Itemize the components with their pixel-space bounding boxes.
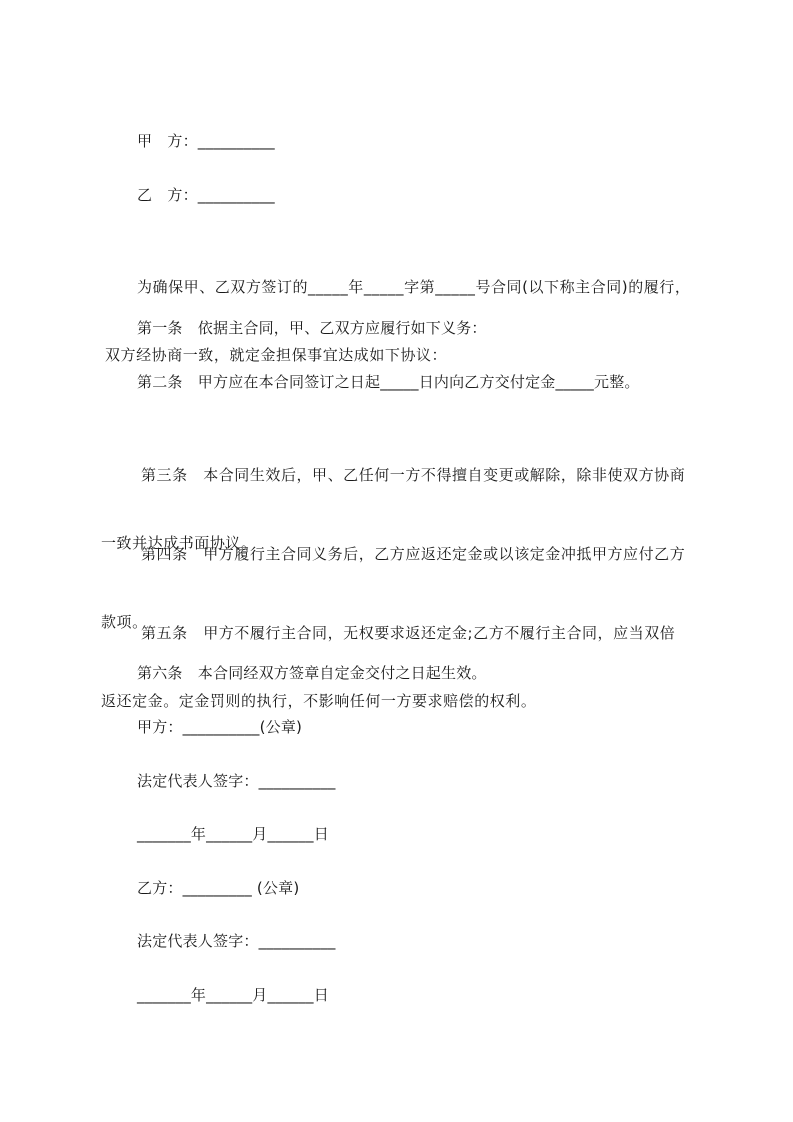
signature-b-rep: 法定代表人签字：__________ [137, 932, 336, 950]
article-3-line-1: 第三条 本合同生效后，甲、乙任何一方不得擅自变更或解除，除非使双方协商 [141, 466, 686, 484]
article-5-line-2: 返还定金。定金罚则的执行，不影响任何一方要求赔偿的权利。 [101, 692, 537, 710]
party-a-line: 甲 方：__________ [137, 132, 275, 150]
signature-a-rep: 法定代表人签字：__________ [137, 772, 336, 790]
signature-a-date: _______年______月______日 [137, 825, 329, 843]
signature-b-date: _______年______月______日 [137, 986, 329, 1004]
article-4-line-1: 第四条 甲方履行主合同义务后，乙方应返还定金或以该定金冲抵甲方应付乙方 [141, 545, 686, 563]
article-3-line-2: 一致并达成书面协议。 [101, 534, 257, 552]
signature-a-party: 甲方：__________(公章) [137, 718, 303, 736]
intro-line-1: 为确保甲、乙双方签订的_____年_____字第_____号合同(以下称主合同)的履行， [137, 278, 691, 296]
article-2: 第二条 甲方应在本合同签订之日起_____日内向乙方交付定金_____元整。 [137, 373, 640, 391]
article-5-line-1: 第五条 甲方不履行主合同，无权要求返还定金;乙方不履行主合同，应当双倍 [141, 624, 676, 642]
party-b-line: 乙 方：__________ [137, 186, 275, 204]
article-6: 第六条 本合同经双方签章自定金交付之日起生效。 [137, 664, 487, 682]
article-4-line-2: 款项。 [101, 613, 148, 631]
intro-line-2: 双方经协商一致，就定金担保事宜达成如下协议： [105, 346, 448, 364]
signature-b-party: 乙方：_________ (公章) [137, 879, 300, 897]
article-1: 第一条 依据主合同，甲、乙双方应履行如下义务： [137, 319, 487, 337]
